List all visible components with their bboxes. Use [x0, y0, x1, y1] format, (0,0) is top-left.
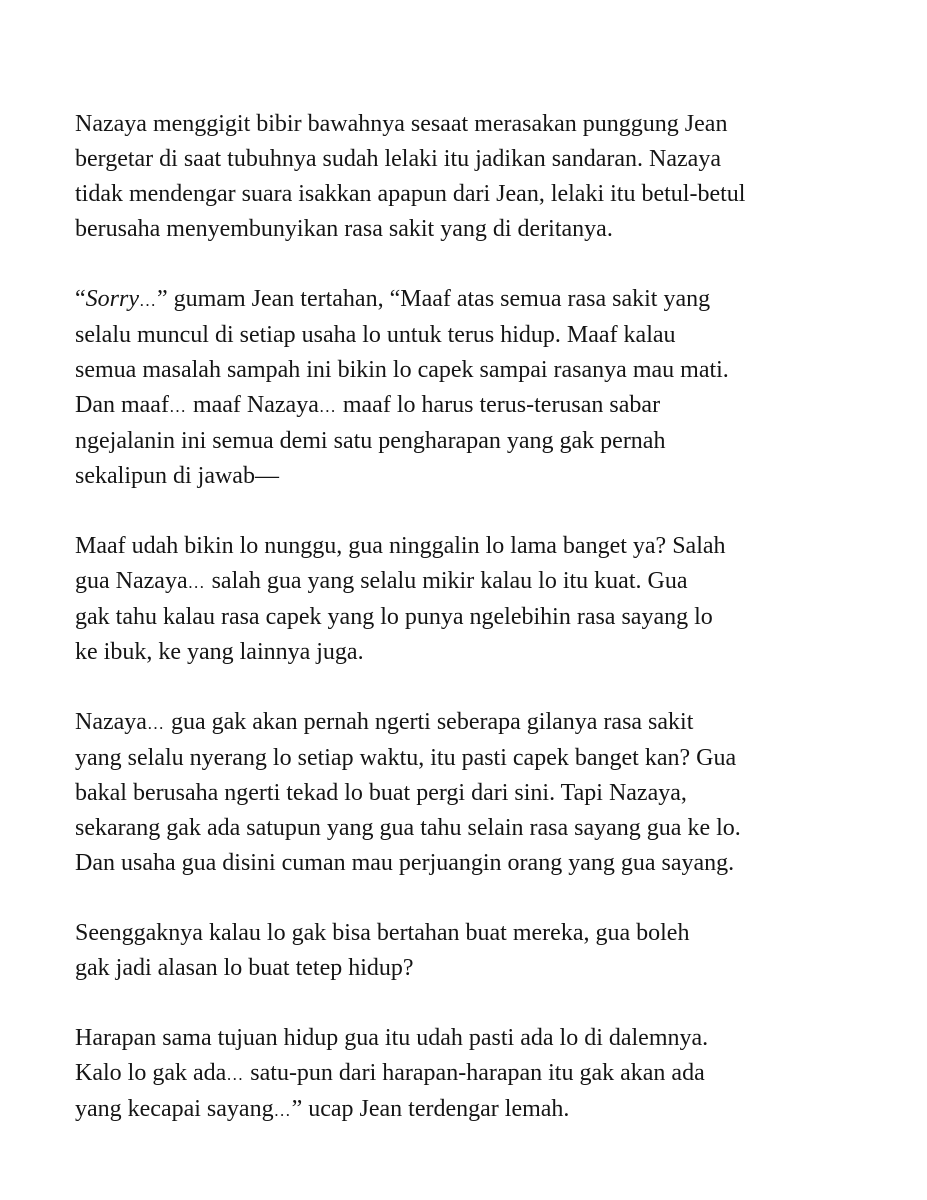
text-segment: gua gak akan pernah ngerti seberapa gilanya rasa sakit: [164, 709, 694, 735]
ellipsis: …: [273, 1101, 292, 1120]
line-rest: ” gumam Jean tertahan, “Maaf atas semua rasa sakit yang: [157, 286, 711, 312]
text-line: bergetar di saat tubuhnya sudah lelaki itu jadikan sandaran. Nazaya: [75, 146, 721, 172]
story-text: [75, 107, 875, 1163]
text-line: sekarang gak ada satupun yang gua tahu selain rasa sayang gua ke lo.: [75, 815, 741, 841]
text-line: ngejalanin ini semua demi satu pengharapan yang gak pernah: [75, 428, 666, 454]
text-line: bakal berusaha ngerti tekad lo buat pergi dari sini. Tapi Nazaya,: [75, 780, 687, 806]
text-line: ke ibuk, ke yang lainnya juga.: [75, 639, 364, 665]
text-line: Nazaya menggigit bibir bawahnya sesaat merasakan punggung Jean: [75, 111, 728, 137]
text-line: gak jadi alasan lo buat tetep hidup?: [75, 955, 414, 981]
paragraph-2: [75, 282, 875, 494]
text-segment: gua Nazaya: [75, 568, 188, 594]
ellipsis: …: [318, 397, 337, 416]
paragraph-3: [75, 529, 875, 670]
ellipsis: …: [168, 397, 187, 416]
paragraph-5: [75, 916, 875, 986]
text-segment: maaf Nazaya: [186, 392, 319, 418]
text-line: tidak mendengar suara isakkan apapun dari Jean, lelaki itu betul-betul: [75, 181, 746, 207]
ellipsis: …: [139, 291, 157, 310]
ellipsis: …: [187, 573, 206, 592]
text-line: Harapan sama tujuan hidup gua itu udah pasti ada lo di dalemnya.: [75, 1025, 709, 1051]
text-segment: Nazaya: [75, 709, 147, 735]
text-line: [75, 388, 875, 424]
text-line: [75, 1056, 875, 1092]
text-segment: ” ucap Jean terdengar lemah.: [291, 1096, 570, 1122]
text-line: [75, 1092, 875, 1128]
text-segment: satu-pun dari harapan-harapan itu gak akan ada: [244, 1060, 705, 1086]
text-line: Seenggaknya kalau lo gak bisa bertahan buat mereka, gua boleh: [75, 920, 690, 946]
paragraph-6: [75, 1021, 875, 1128]
text-segment: Dan maaf: [75, 392, 169, 418]
text-line: selalu muncul di setiap usaha lo untuk terus hidup. Maaf kalau: [75, 322, 676, 348]
text-line: gak tahu kalau rasa capek yang lo punya ngelebihin rasa sayang lo: [75, 604, 713, 630]
open-quote: “: [75, 286, 86, 312]
ellipsis: …: [226, 1065, 245, 1084]
ellipsis: …: [146, 714, 165, 733]
paragraph-1: [75, 107, 875, 247]
text-line: [75, 564, 875, 600]
text-line: [75, 705, 875, 741]
text-line: yang selalu nyerang lo setiap waktu, itu pasti capek banget kan? Gua: [75, 745, 737, 771]
text-line: semua masalah sampah ini bikin lo capek sampai rasanya mau mati.: [75, 357, 729, 383]
paragraph-4: [75, 705, 875, 881]
text-segment: maaf lo harus terus-terusan sabar: [336, 392, 661, 418]
italic-word: Sorry: [85, 286, 139, 312]
text-line: Maaf udah bikin lo nunggu, gua ninggalin lo lama banget ya? Salah: [75, 533, 726, 559]
text-segment: Kalo lo gak ada: [75, 1060, 227, 1086]
text-line: Dan usaha gua disini cuman mau perjuangin orang yang gua sayang.: [75, 850, 735, 876]
text-segment: yang kecapai sayang: [75, 1096, 274, 1122]
text-line: sekalipun di jawab—: [75, 463, 279, 489]
text-segment: salah gua yang selalu mikir kalau lo itu kuat. Gua: [205, 568, 688, 594]
text-line: [75, 282, 875, 318]
text-line: berusaha menyembunyikan rasa sakit yang di deritanya.: [75, 216, 613, 242]
